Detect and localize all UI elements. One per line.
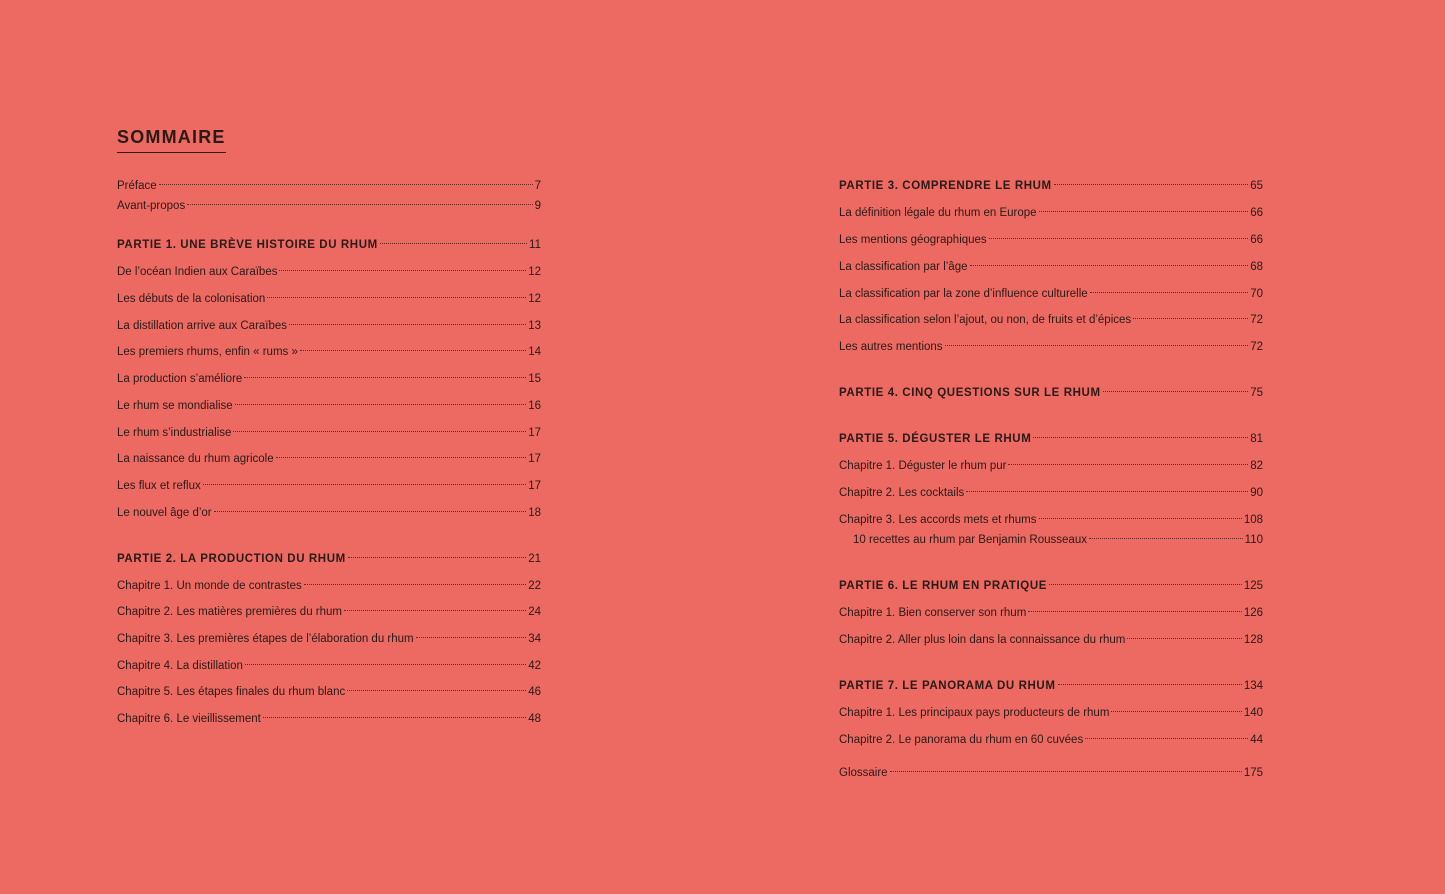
toc-page-number: 12 [528,266,541,278]
toc-page-number: 66 [1250,234,1263,246]
toc-page-number: 110 [1244,534,1263,546]
page-title: SOMMAIRE [117,127,226,153]
toc-page-number: 17 [528,427,541,439]
toc-page-number: 134 [1243,680,1263,692]
toc-page-number: 34 [528,633,541,645]
dot-leader [214,511,527,512]
toc-entry-label: Le nouvel âge d’or [117,507,212,519]
dot-leader [300,350,526,351]
toc-entry [117,577,541,595]
toc-page-number: 82 [1250,460,1263,472]
toc-entry [839,457,1263,475]
toc-entry [839,285,1263,303]
toc-entry-label: PARTIE 1. UNE BRÈVE HISTOIRE DU RHUM [117,239,378,251]
dot-leader [244,377,526,378]
toc-part-heading [839,677,1263,695]
dot-leader [1089,538,1243,539]
dot-leader [235,404,527,405]
toc-entry-label: PARTIE 6. LE RHUM EN PRATIQUE [839,580,1048,592]
toc-page-number: 7 [534,180,541,192]
toc-entry [117,397,541,415]
dot-leader [380,243,527,244]
toc-entry-label: Chapitre 2. Aller plus loin dans la connaissance du rhum [839,634,1126,646]
toc-entry-label: Glossaire [839,767,888,779]
toc-entry-label: Les débuts de la colonisation [117,293,266,305]
toc-page-number: 24 [528,606,541,618]
toc-entry-label: PARTIE 2. LA PRODUCTION DU RHUM [117,553,346,565]
toc-entry [839,511,1263,529]
toc-page-number: 70 [1250,288,1263,300]
dot-leader [348,557,526,558]
dot-leader [233,431,526,432]
toc-page-number: 65 [1250,180,1263,192]
toc-entry [839,484,1263,502]
toc-entry-label: Chapitre 2. Les cocktails [839,487,965,499]
toc-page-number: 17 [528,453,541,465]
dot-leader [1033,437,1248,438]
toc-page-number: 11 [529,239,541,251]
toc-entry [117,710,541,728]
toc-part-heading [839,384,1263,402]
toc-page-number: 22 [528,580,541,592]
toc-entry [117,177,541,195]
dot-leader [890,771,1242,772]
toc-entry-label: PARTIE 3. COMPRENDRE LE RHUM [839,180,1052,192]
toc-entry [117,683,541,701]
toc-page-number: 15 [528,373,541,385]
toc-entry [117,263,541,281]
toc-entry [839,704,1263,722]
toc-entry-label: La naissance du rhum agricole [117,453,274,465]
dot-leader [1039,518,1242,519]
toc-entry-label: La définition légale du rhum en Europe [839,207,1037,219]
toc-page-number: 17 [528,480,541,492]
toc-entry-label: PARTIE 4. CINQ QUESTIONS SUR LE RHUM [839,387,1101,399]
toc-page-number: 16 [528,400,541,412]
toc-entry-label: Chapitre 4. La distillation [117,660,243,672]
toc-entry [839,631,1263,649]
toc-entry-label: Chapitre 1. Bien conserver son rhum [839,607,1027,619]
dot-leader [989,238,1249,239]
dot-leader [245,664,526,665]
toc-entry-label: La production s’améliore [117,373,243,385]
toc-part-heading [117,236,541,254]
toc-page-number: 125 [1243,580,1263,592]
dot-leader [1049,584,1242,585]
dot-leader [276,457,527,458]
dot-leader [344,610,526,611]
toc-entry-label: Chapitre 1. Les principaux pays producteurs de rhum [839,707,1110,719]
dot-leader [1090,292,1249,293]
dot-leader [1008,464,1248,465]
toc-entry-label: Chapitre 3. Les accords mets et rhums [839,514,1037,526]
toc-entry-label: PARTIE 5. DÉGUSTER LE RHUM [839,433,1032,445]
toc-page-number: 108 [1243,514,1263,526]
dot-leader [1028,611,1242,612]
dot-leader [304,584,526,585]
toc-entry [117,317,541,335]
toc-entry-label: La classification par la zone d’influence culturelle [839,288,1088,300]
dot-leader [203,484,526,485]
toc-entry [117,370,541,388]
toc-page-number: 72 [1250,314,1263,326]
toc-entry-label: Les flux et reflux [117,480,201,492]
toc-page-number: 12 [528,293,541,305]
toc-page-number: 14 [528,346,541,358]
dot-leader [347,690,526,691]
dot-leader [1058,684,1242,685]
toc-entry [117,424,541,442]
toc-entry [117,450,541,468]
toc-entry [117,343,541,361]
toc-page-number: 126 [1243,607,1263,619]
toc-entry [839,764,1263,782]
toc-entry [839,204,1263,222]
toc-entry [839,531,1263,549]
toc-entry [117,657,541,675]
toc-page-number: 81 [1250,433,1263,445]
dot-leader [1133,318,1248,319]
toc-page-number: 75 [1250,387,1263,399]
dot-leader [1111,711,1241,712]
toc-entry-label: La distillation arrive aux Caraïbes [117,320,288,332]
dot-leader [970,265,1249,266]
toc-entry-label: Le rhum se mondialise [117,400,233,412]
toc-page-number: 175 [1243,767,1263,779]
toc-entry [839,338,1263,356]
toc-entry-label: Chapitre 2. Le panorama du rhum en 60 cuvées [839,734,1084,746]
toc-part-heading [839,430,1263,448]
toc-entry-label: Les mentions géographiques [839,234,987,246]
dot-leader [416,637,527,638]
toc-page-number: 140 [1243,707,1263,719]
dot-leader [159,184,533,185]
toc-part-heading [117,550,541,568]
toc-entry-label: Chapitre 5. Les étapes finales du rhum blanc [117,686,346,698]
dot-leader [187,204,532,205]
toc-entry-label: Les autres mentions [839,341,943,353]
toc-entry-label: La classification par l’âge [839,261,968,273]
toc-part-heading [839,177,1263,195]
toc-entry-label: Chapitre 3. Les premières étapes de l’élaboration du rhum [117,633,414,645]
dot-leader [1085,738,1248,739]
dot-leader [1054,184,1248,185]
toc-page-number: 48 [528,713,541,725]
toc-page-number: 90 [1250,487,1263,499]
toc-page-number: 42 [528,660,541,672]
toc-entry-label: Chapitre 2. Les matières premières du rhum [117,606,342,618]
toc-page-number: 18 [528,507,541,519]
toc-entry [117,504,541,522]
toc-entry [117,477,541,495]
dot-leader [263,717,526,718]
dot-leader [1127,638,1241,639]
dot-leader [966,491,1248,492]
toc-page-number: 9 [534,200,541,212]
toc-entry-label: PARTIE 7. LE PANORAMA DU RHUM [839,680,1056,692]
toc-entry [839,604,1263,622]
dot-leader [1103,391,1249,392]
dot-leader [267,297,526,298]
toc-entry-label: 10 recettes au rhum par Benjamin Rousseaux [853,534,1087,546]
toc-entry [117,197,541,215]
toc-entry [117,290,541,308]
toc-part-heading [839,577,1263,595]
toc-entry-label: Chapitre 6. Le vieillissement [117,713,261,725]
toc-page-number: 21 [528,553,541,565]
toc-entry [117,630,541,648]
toc-page-number: 68 [1250,261,1263,273]
toc-entry-label: Les premiers rhums, enfin « rums » [117,346,298,358]
toc-entry-label: De l’océan Indien aux Caraïbes [117,266,278,278]
toc-page-number: 46 [528,686,541,698]
toc-entry [839,311,1263,329]
toc-entry-label: La classification selon l’ajout, ou non, de fruits et d’épices [839,314,1132,326]
toc-entry-label: Avant-propos [117,200,186,212]
dot-leader [945,345,1249,346]
toc-entry-label: Chapitre 1. Un monde de contrastes [117,580,302,592]
toc-page-number: 66 [1250,207,1263,219]
dot-leader [1039,211,1249,212]
toc-entry [839,258,1263,276]
toc-entry-label: Préface [117,180,157,192]
toc-entry [839,231,1263,249]
toc-entry-label: Le rhum s’industrialise [117,427,232,439]
toc-page-number: 13 [528,320,541,332]
dot-leader [279,270,526,271]
dot-leader [289,324,526,325]
toc-page-number: 44 [1250,734,1263,746]
toc-page-number: 72 [1250,341,1263,353]
toc-entry [117,603,541,621]
toc-page-number: 128 [1243,634,1263,646]
toc-entry-label: Chapitre 1. Déguster le rhum pur [839,460,1007,472]
toc-entry [839,731,1263,749]
